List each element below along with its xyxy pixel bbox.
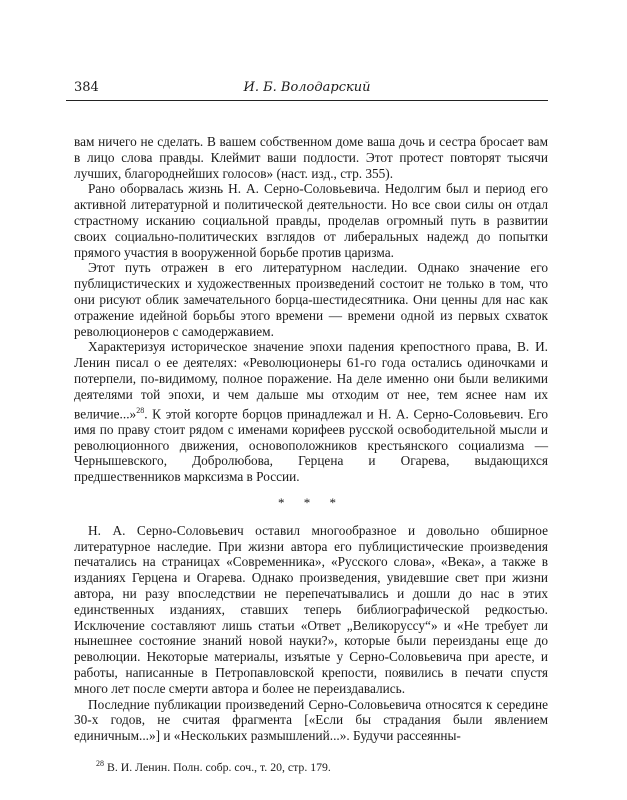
footnote-number: 28 bbox=[96, 759, 104, 768]
footnote bbox=[96, 759, 536, 775]
paragraph-lenin-quote bbox=[74, 339, 548, 485]
section-separator: * * * bbox=[278, 494, 344, 510]
page-number: 384 bbox=[74, 80, 99, 95]
running-title: И. Б. Володарский bbox=[243, 80, 371, 95]
page-header bbox=[66, 80, 548, 102]
main-text bbox=[74, 134, 548, 744]
paragraph: Рано оборвалась жизнь Н. А. Серно-Соловьевича. Недолгим был и период его активной литературной и политической деятельности. Но все свои силы он отдал страстному исканию социальной правды, проделав огромный путь в развитии своих социально-политических взглядов от либеральных надежд до попытки прямого участия в вооруженной борьбе против царизма. bbox=[74, 181, 548, 260]
paragraph: Этот путь отражен в его литературном наследии. Однако значение его публицистических и художественных произведений состоит не только в том, что они рисуют облик замечательного борца-шестидесятника. Они ценны для нас как отражение идейной борьбы этого времени — времени одной из первых схваток революционеров с самодержавием. bbox=[74, 260, 548, 339]
quote-text: Характеризуя историческое значение эпохи падения крепостного права, В. И. Ленин писал о ее деятелях: «Революционеры 61-го года остались одиночками и потерпели, по-видимому, полное поражение. На деле именно они были великими деятелями той эпохи, и чем дальше мы отходим от нее, тем яснее нам их величие...» bbox=[74, 339, 548, 421]
paragraph: вам ничего не сделать. В вашем собственном доме ваша дочь и сестра бросает вам в лицо слова правды. Клеймит ваши подлости. Этот протест повторят тысячи лучших, благороднейших голосов» (наст. изд., стр. 355). bbox=[74, 134, 548, 181]
footnote-text: В. И. Ленин. Полн. собр. соч., т. 20, стр. 179. bbox=[106, 759, 331, 774]
paragraph-continuation: . К этой когорте борцов принадлежал и Н. А. Серно-Соловьевич. Его имя по праву стоит рядом с именами корифеев русской освободительной мысли и революционного движения, основоположников крестьянского социализма — Чернышевского, Добролюбова, Герцена и Огарева, выдающихся предшественников марксизма в России. bbox=[74, 405, 548, 485]
paragraph: Последние публикации произведений Серно-Соловьевича относятся к середине 30-х годов, не считая фрагмента [«Если бы страдания были явлением единичным...»] и «Нескольких размышлений...». Будучи рассеянны- bbox=[74, 696, 548, 744]
header-rule bbox=[66, 100, 548, 101]
paragraph: Н. А. Серно-Соловьевич оставил многообразное и довольно обширное литературное наследие. При жизни автора его публицистические произведения печатались на страницах «Современника», «Русского слова», «Века», а также в изданиях Герцена и Огарева. Однако произведения, увидевшие свет при жизни автора, ни разу впоследствии не перепечатывались и дошли до нас в этих единственных изданиях, ставших теперь библиографической редкостью. Исключение составляют лишь статьи «Ответ „Великоруссу“» и «Не требует ли нынешнее состояние знаний новой науки?», которые были переизданы еще до революции. Некоторые материалы, изъятые у Серно-Соловьевича при аресте, и работы, написанные в Петропавловской крепости, появились в печати спустя много лет после смерти автора и более не переиздавались. bbox=[74, 522, 548, 696]
footnote-reference: 28 bbox=[136, 405, 145, 415]
